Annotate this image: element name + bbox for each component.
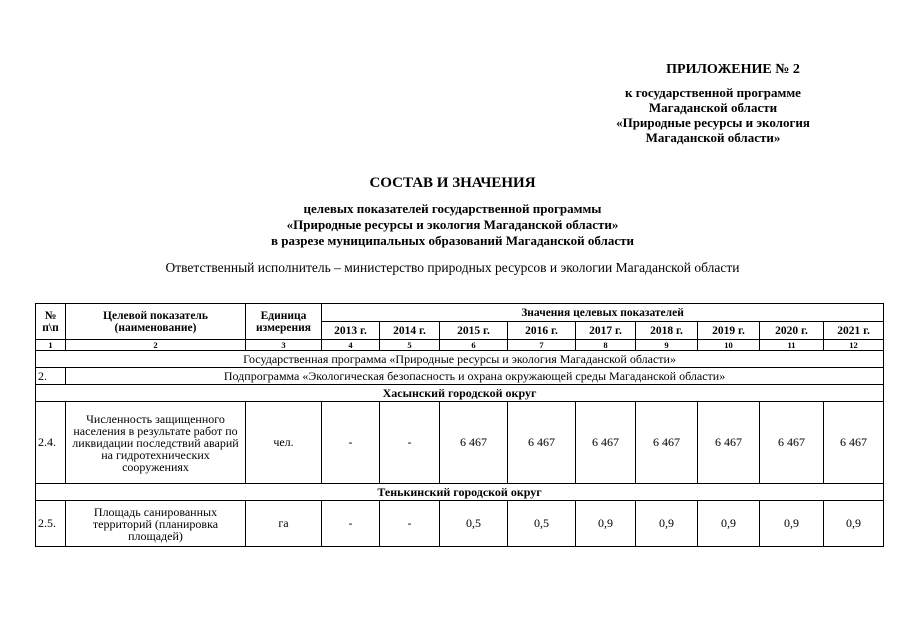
row-value: 6 467 — [824, 402, 884, 484]
col-number: 9 — [636, 340, 698, 351]
subprogram-name: Подпрограмма «Экологическая безопасность и охрана окружающей среды Магаданской области» — [66, 368, 884, 385]
year-header: 2019 г. — [698, 322, 760, 340]
row-value: 6 467 — [698, 402, 760, 484]
col-number: 2 — [66, 340, 246, 351]
row-value: - — [322, 402, 380, 484]
row-indicator: Площадь санированных территорий (планировка площадей) — [66, 501, 246, 547]
document-title — [0, 175, 905, 249]
year-header: 2017 г. — [576, 322, 636, 340]
row-value: 6 467 — [576, 402, 636, 484]
header-values: Значения целевых показателей — [322, 304, 884, 322]
district-row — [36, 484, 884, 501]
appendix-line: Магаданской области» — [645, 130, 781, 145]
year-header: 2020 г. — [760, 322, 824, 340]
col-number: 7 — [508, 340, 576, 351]
program-row — [36, 351, 884, 368]
col-number: 10 — [698, 340, 760, 351]
col-number: 6 — [440, 340, 508, 351]
title-line: в разрезе муниципальных образований Магаданской области — [271, 233, 634, 248]
district-name: Хасынский городской округ — [36, 385, 884, 402]
row-value: 0,9 — [636, 501, 698, 547]
appendix-line: к государственной программе — [625, 85, 801, 100]
row-value: 6 467 — [636, 402, 698, 484]
col-number: 4 — [322, 340, 380, 351]
subprogram-number: 2. — [36, 368, 66, 385]
title-main: СОСТАВ И ЗНАЧЕНИЯ — [369, 175, 536, 191]
district-name: Тенькинский городской округ — [36, 484, 884, 501]
row-value: 6 467 — [440, 402, 508, 484]
column-numbers-row — [36, 340, 884, 351]
row-unit: чел. — [246, 402, 322, 484]
district-row — [36, 385, 884, 402]
year-header: 2021 г. — [824, 322, 884, 340]
row-number: 2.4. — [36, 402, 66, 484]
table-row — [36, 501, 884, 547]
appendix-number: ПРИЛОЖЕНИЕ № 2 — [666, 62, 800, 77]
year-header: 2013 г. — [322, 322, 380, 340]
col-number: 8 — [576, 340, 636, 351]
col-number: 5 — [380, 340, 440, 351]
title-line: целевых показателей государственной программы — [303, 201, 602, 216]
table-row — [36, 402, 884, 484]
responsible-executor: Ответственный исполнитель – министерство природных ресурсов и экологии Магаданской области — [165, 260, 740, 275]
year-header: 2016 г. — [508, 322, 576, 340]
indicators-table — [35, 303, 884, 547]
row-value: - — [380, 402, 440, 484]
header-num: № п\п — [36, 304, 66, 340]
title-line: «Природные ресурсы и экология Магаданской области» — [286, 217, 619, 232]
year-header: 2014 г. — [380, 322, 440, 340]
subprogram-row — [36, 368, 884, 385]
row-value: 0,5 — [508, 501, 576, 547]
row-value: - — [380, 501, 440, 547]
col-number: 3 — [246, 340, 322, 351]
col-number: 1 — [36, 340, 66, 351]
row-value: 0,9 — [698, 501, 760, 547]
row-number: 2.5. — [36, 501, 66, 547]
row-value: - — [322, 501, 380, 547]
appendix-block — [583, 62, 843, 145]
header-row — [36, 304, 884, 322]
row-value: 0,9 — [760, 501, 824, 547]
row-value: 0,9 — [824, 501, 884, 547]
program-name: Государственная программа «Природные ресурсы и экология Магаданской области» — [36, 351, 884, 368]
row-indicator: Численность защищенного населения в результате работ по ликвидации последствий аварий на гидротехнических сооружениях — [66, 402, 246, 484]
row-unit: га — [246, 501, 322, 547]
col-number: 12 — [824, 340, 884, 351]
year-header: 2018 г. — [636, 322, 698, 340]
row-value: 0,9 — [576, 501, 636, 547]
header-indicator: Целевой показатель (наименование) — [66, 304, 246, 340]
col-number: 11 — [760, 340, 824, 351]
year-header: 2015 г. — [440, 322, 508, 340]
appendix-line: Магаданской области — [648, 100, 778, 115]
header-unit: Единица измерения — [246, 304, 322, 340]
row-value: 0,5 — [440, 501, 508, 547]
row-value: 6 467 — [508, 402, 576, 484]
row-value: 6 467 — [760, 402, 824, 484]
appendix-line: «Природные ресурсы и экология — [616, 115, 810, 130]
